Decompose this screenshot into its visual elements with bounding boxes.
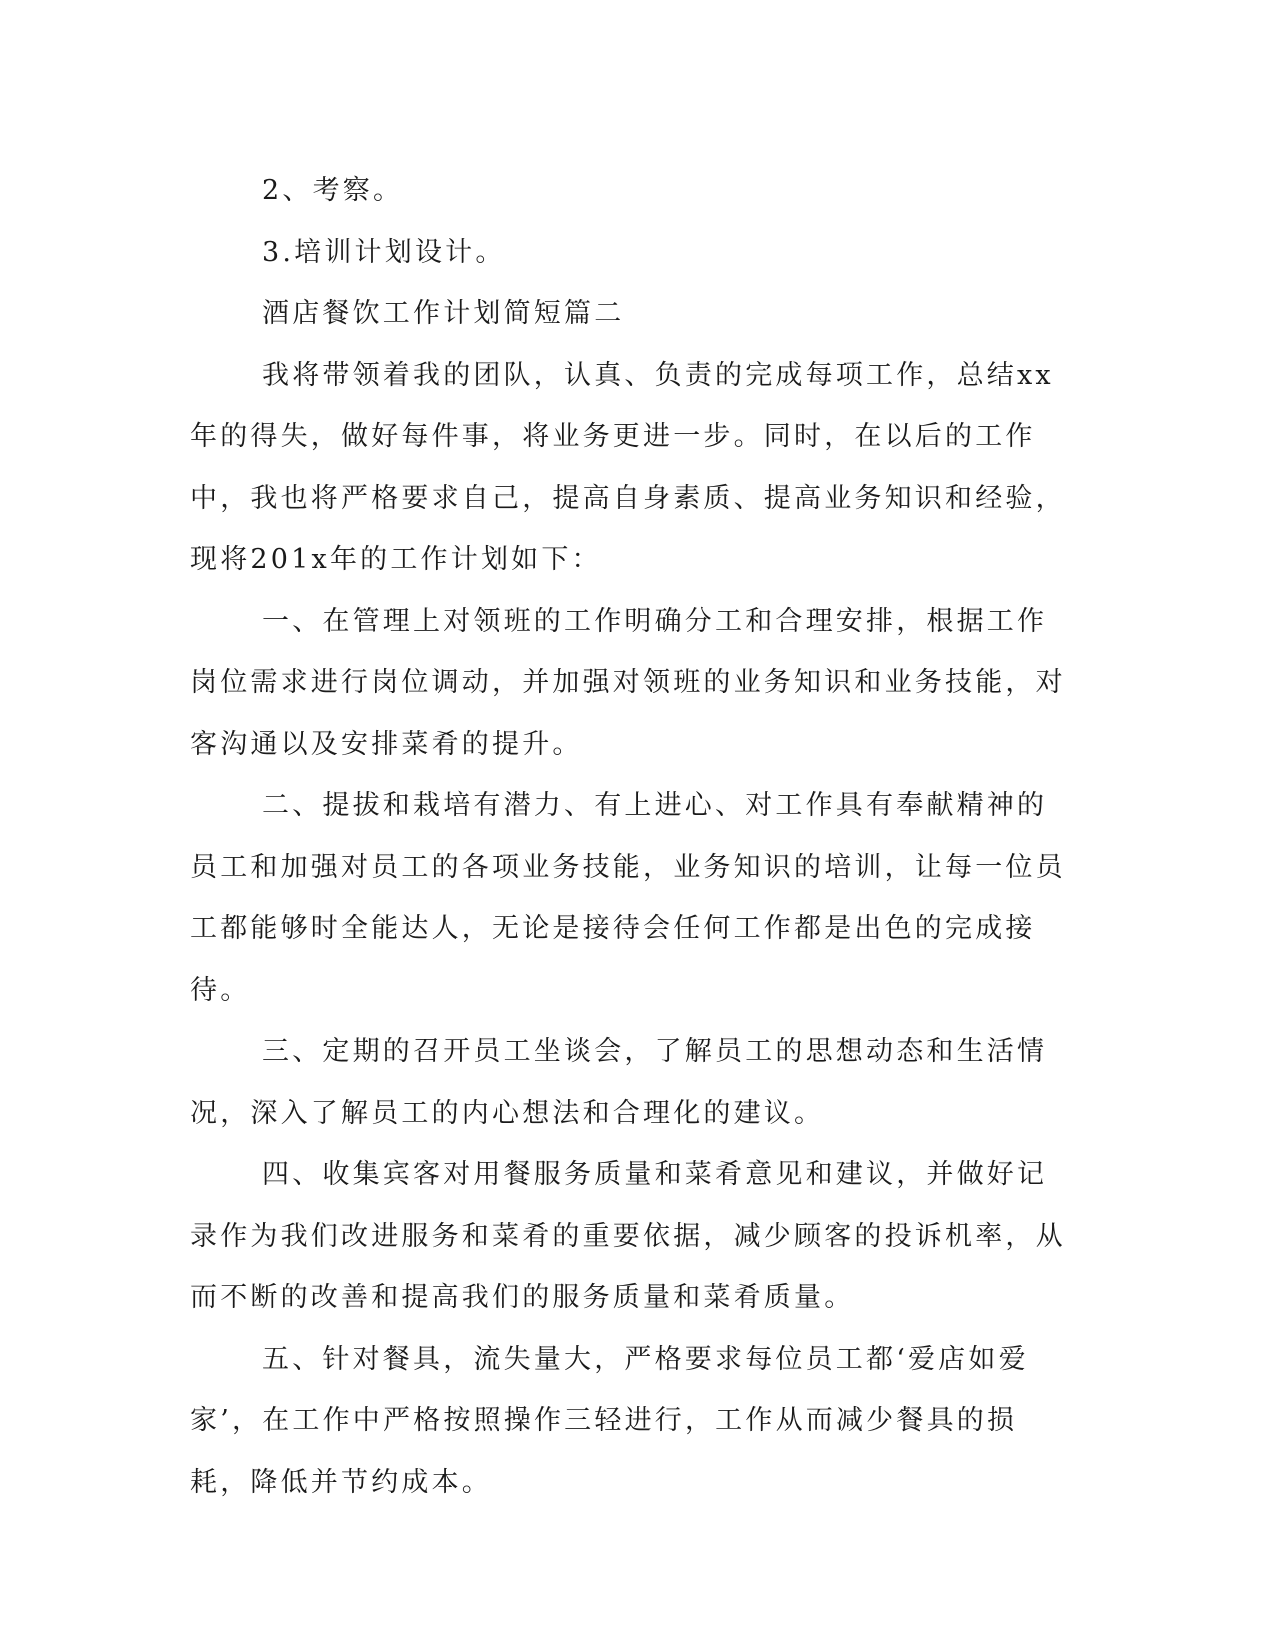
- paragraph-item-2: 二、提拔和栽培有潜力、有上进心、对工作具有奉献精神的员工和加强对员工的各项业务技能，业务知识的培训，让每一位员工都能够时全能达人，无论是接待会任何工作都是出色的完成接待。: [190, 790, 1066, 1006]
- paragraph-intro: 我将带领着我的团队，认真、负责的完成每项工作，总结xx年的得失，做好每件事，将业务更进一步。同时，在以后的工作中，我也将严格要求自己，提高自身素质、提高业务知识和经验，现将201x年的工作计划如下：: [190, 359, 1066, 575]
- paragraph-item-4: 四、收集宾客对用餐服务质量和菜肴意见和建议，并做好记录作为我们改进服务和菜肴的重要依据，减少顾客的投诉机率，从而不断的改善和提高我们的服务质量和菜肴质量。: [190, 1159, 1066, 1313]
- paragraph-training-plan-design: 3.培训计划设计。: [262, 236, 506, 268]
- section-heading: 酒店餐饮工作计划简短篇二: [262, 298, 625, 329]
- paragraph-exam: 2、考察。: [262, 175, 404, 206]
- document-body: [190, 160, 1075, 1513]
- paragraph-item-5: 五、针对餐具，流失量大，严格要求每位员工都‘爱店如爱家’，在工作中严格按照操作三轻进行，工作从而减少餐具的损耗，降低并节约成本。: [190, 1343, 1029, 1498]
- paragraph-item-1: 一、在管理上对领班的工作明确分工和合理安排，根据工作岗位需求进行岗位调动，并加强对领班的业务知识和业务技能，对客沟通以及安排菜肴的提升。: [190, 605, 1066, 760]
- paragraph-item-3: 三、定期的召开员工坐谈会，了解员工的思想动态和生活情况，深入了解员工的内心想法和合理化的建议。: [190, 1036, 1048, 1129]
